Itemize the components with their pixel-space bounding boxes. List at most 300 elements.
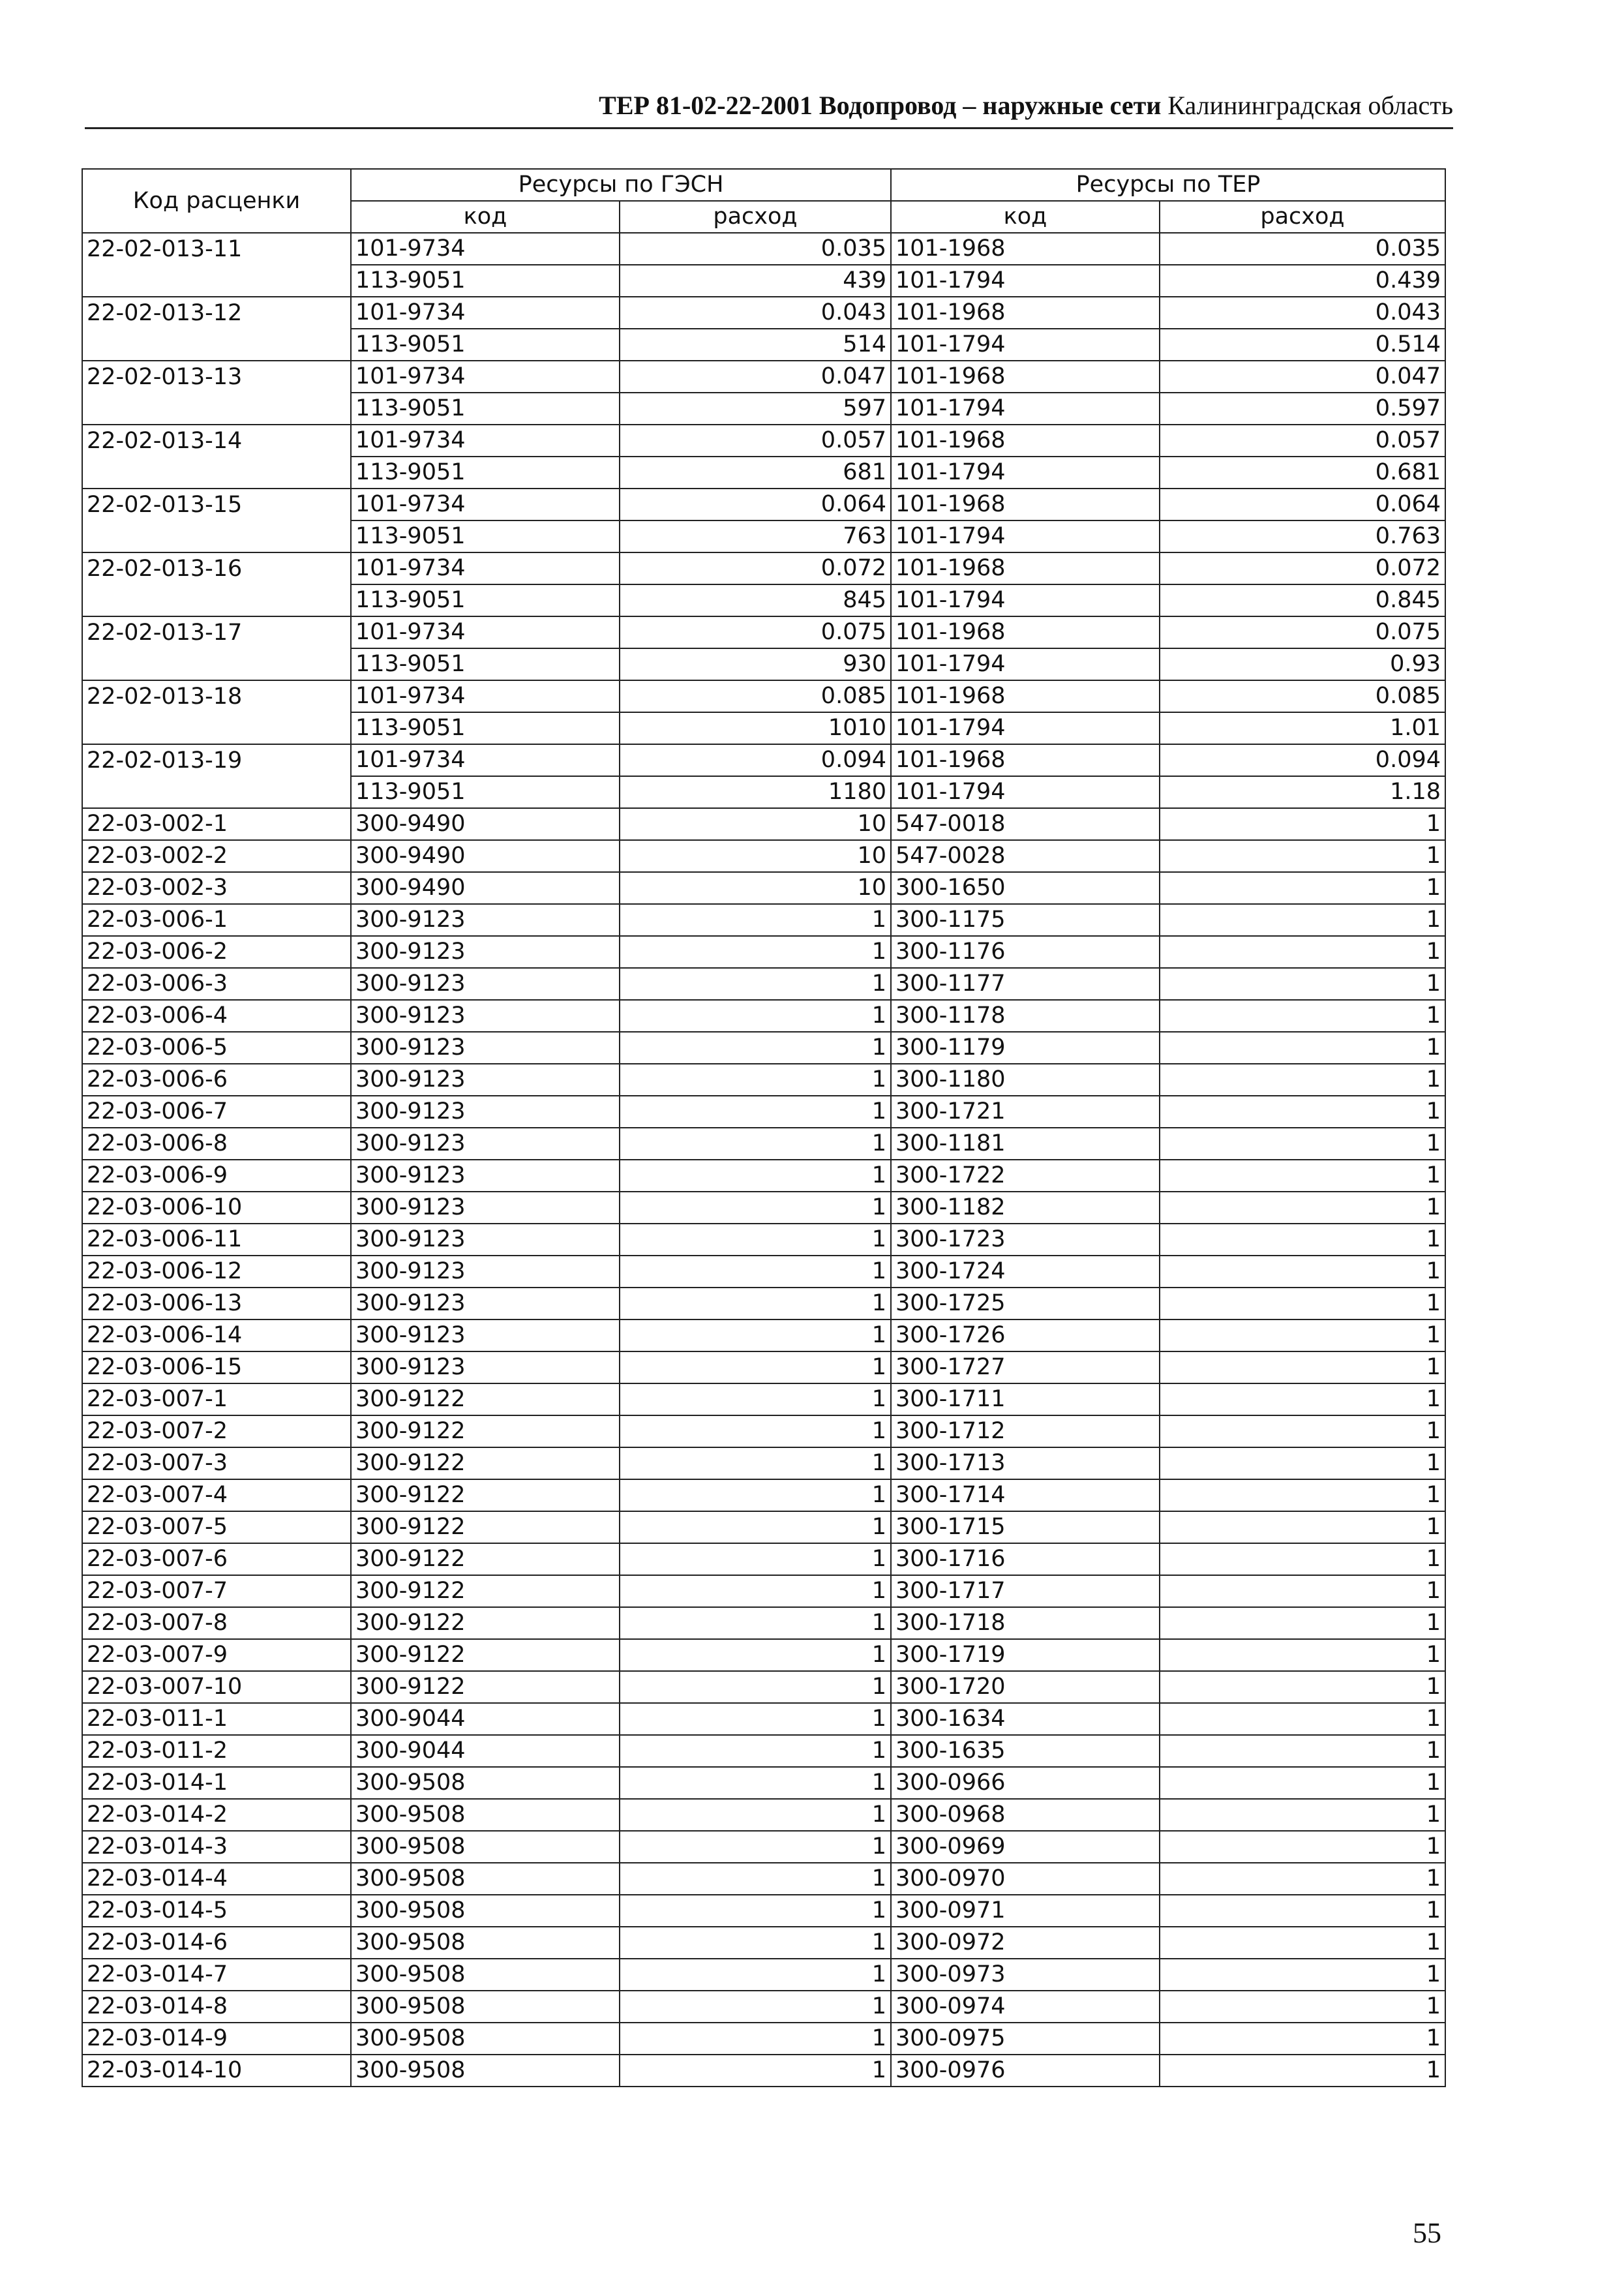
ter-code-cell: 101-1794: [891, 520, 1160, 552]
ter-amount-cell: 0.763: [1160, 520, 1445, 552]
ter-code-cell: 101-1794: [891, 776, 1160, 808]
ter-amount-cell: 1: [1160, 840, 1445, 872]
rate-code-cell: 22-03-014-2: [82, 1799, 351, 1831]
ter-code-cell: 300-1722: [891, 1160, 1160, 1192]
ter-code-cell: 300-1726: [891, 1319, 1160, 1351]
gesn-amount-cell: 845: [620, 584, 891, 616]
ter-amount-cell: 1: [1160, 2023, 1445, 2055]
ter-code-cell: 101-1794: [891, 393, 1160, 425]
table-row: [82, 1256, 1445, 1288]
rate-code-cell: [82, 776, 351, 808]
ter-amount-cell: 1: [1160, 1959, 1445, 1991]
ter-code-cell: 101-1968: [891, 616, 1160, 648]
gesn-code-cell: 300-9122: [351, 1575, 620, 1607]
rate-code-cell: 22-03-014-3: [82, 1831, 351, 1863]
ter-amount-cell: 1: [1160, 1128, 1445, 1160]
ter-code-cell: 101-1794: [891, 648, 1160, 680]
gesn-amount-cell: 1: [620, 1799, 891, 1831]
ter-code-cell: 300-1717: [891, 1575, 1160, 1607]
ter-amount-cell: 0.845: [1160, 584, 1445, 616]
table-row: [82, 233, 1445, 265]
gesn-code-cell: 300-9123: [351, 1160, 620, 1192]
rate-code-cell: 22-03-006-4: [82, 1000, 351, 1032]
table-row: [82, 552, 1445, 584]
ter-amount-cell: 1: [1160, 872, 1445, 904]
ter-code-cell: 300-1712: [891, 1415, 1160, 1447]
gesn-amount-cell: 1: [620, 1000, 891, 1032]
gesn-amount-cell: 1: [620, 1160, 891, 1192]
col-ter-amount-header: расход: [1160, 201, 1445, 233]
table-row: [82, 1895, 1445, 1927]
gesn-code-cell: 101-9734: [351, 489, 620, 520]
rate-code-cell: 22-03-007-4: [82, 1479, 351, 1511]
rate-code-cell: 22-03-014-7: [82, 1959, 351, 1991]
ter-amount-cell: 1: [1160, 808, 1445, 840]
gesn-amount-cell: 1: [620, 1735, 891, 1767]
gesn-amount-cell: 1: [620, 1224, 891, 1256]
rate-code-cell: 22-03-006-2: [82, 936, 351, 968]
gesn-code-cell: 113-9051: [351, 584, 620, 616]
ter-code-cell: 300-1719: [891, 1639, 1160, 1671]
gesn-amount-cell: 1: [620, 1256, 891, 1288]
gesn-code-cell: 300-9508: [351, 1863, 620, 1895]
gesn-amount-cell: 1180: [620, 776, 891, 808]
gesn-amount-cell: 1: [620, 1319, 891, 1351]
ter-code-cell: 101-1968: [891, 361, 1160, 393]
rate-code-cell: [82, 520, 351, 552]
gesn-code-cell: 300-9508: [351, 1799, 620, 1831]
table-row: [82, 1959, 1445, 1991]
gesn-code-cell: 300-9123: [351, 1096, 620, 1128]
table-head: [82, 169, 1445, 233]
gesn-amount-cell: 1: [620, 904, 891, 936]
ter-code-cell: 300-1718: [891, 1607, 1160, 1639]
gesn-amount-cell: 1: [620, 1351, 891, 1383]
ter-code-cell: 300-1716: [891, 1543, 1160, 1575]
gesn-amount-cell: 1: [620, 1543, 891, 1575]
table-row: [82, 808, 1445, 840]
gesn-code-cell: 101-9734: [351, 297, 620, 329]
gesn-amount-cell: 439: [620, 265, 891, 297]
rate-code-cell: 22-02-013-13: [82, 361, 351, 393]
rate-code-cell: 22-03-007-6: [82, 1543, 351, 1575]
ter-code-cell: 101-1794: [891, 712, 1160, 744]
gesn-code-cell: 300-9122: [351, 1607, 620, 1639]
table-row: [82, 1064, 1445, 1096]
gesn-code-cell: 101-9734: [351, 680, 620, 712]
ter-code-cell: 101-1968: [891, 297, 1160, 329]
ter-code-cell: 300-1711: [891, 1383, 1160, 1415]
table-row: [82, 616, 1445, 648]
rate-code-cell: 22-03-006-13: [82, 1288, 351, 1319]
col-ter-header: Ресурсы по ТЕР: [891, 169, 1445, 201]
table-row: [82, 1991, 1445, 2023]
gesn-code-cell: 300-9122: [351, 1415, 620, 1447]
rate-code-cell: 22-03-007-9: [82, 1639, 351, 1671]
gesn-code-cell: 300-9044: [351, 1735, 620, 1767]
gesn-amount-cell: 0.047: [620, 361, 891, 393]
ter-code-cell: 300-1177: [891, 968, 1160, 1000]
table-row: [82, 1351, 1445, 1383]
ter-code-cell: 300-1721: [891, 1096, 1160, 1128]
ter-amount-cell: 1.01: [1160, 712, 1445, 744]
gesn-amount-cell: 0.064: [620, 489, 891, 520]
table-row: [82, 904, 1445, 936]
ter-amount-cell: 1: [1160, 1575, 1445, 1607]
gesn-amount-cell: 1: [620, 1991, 891, 2023]
rate-code-cell: 22-02-013-16: [82, 552, 351, 584]
table-row: [82, 776, 1445, 808]
gesn-amount-cell: 1: [620, 1192, 891, 1224]
table-row: [82, 1447, 1445, 1479]
gesn-code-cell: 113-9051: [351, 265, 620, 297]
gesn-amount-cell: 1: [620, 2023, 891, 2055]
table-row: [82, 1479, 1445, 1511]
gesn-amount-cell: 1: [620, 1831, 891, 1863]
gesn-code-cell: 300-9490: [351, 840, 620, 872]
table-row: [82, 648, 1445, 680]
ter-code-cell: 300-0974: [891, 1991, 1160, 2023]
col-gesn-code-header: код: [351, 201, 620, 233]
gesn-code-cell: 300-9123: [351, 936, 620, 968]
ter-code-cell: 300-1713: [891, 1447, 1160, 1479]
rate-code-cell: 22-03-006-10: [82, 1192, 351, 1224]
ter-code-cell: 300-1714: [891, 1479, 1160, 1511]
ter-amount-cell: 0.93: [1160, 648, 1445, 680]
gesn-code-cell: 300-9123: [351, 1319, 620, 1351]
rate-code-cell: 22-02-013-11: [82, 233, 351, 265]
ter-amount-cell: 0.681: [1160, 457, 1445, 489]
rate-code-cell: 22-03-006-11: [82, 1224, 351, 1256]
ter-amount-cell: 1: [1160, 936, 1445, 968]
gesn-amount-cell: 1: [620, 1863, 891, 1895]
ter-amount-cell: 1: [1160, 1543, 1445, 1575]
ter-code-cell: 300-1181: [891, 1128, 1160, 1160]
ter-code-cell: 300-0968: [891, 1799, 1160, 1831]
rate-code-cell: 22-03-002-1: [82, 808, 351, 840]
ter-amount-cell: 0.514: [1160, 329, 1445, 361]
gesn-code-cell: 101-9734: [351, 552, 620, 584]
table-row: [82, 489, 1445, 520]
ter-amount-cell: 1: [1160, 2055, 1445, 2087]
gesn-code-cell: 300-9122: [351, 1671, 620, 1703]
ter-code-cell: 300-1725: [891, 1288, 1160, 1319]
gesn-code-cell: 300-9508: [351, 1959, 620, 1991]
ter-amount-cell: 1: [1160, 1735, 1445, 1767]
ter-code-cell: 300-0972: [891, 1927, 1160, 1959]
table-row: [82, 1128, 1445, 1160]
gesn-amount-cell: 1: [620, 1064, 891, 1096]
table-row: [82, 1735, 1445, 1767]
ter-code-cell: 300-1727: [891, 1351, 1160, 1383]
table-row: [82, 1639, 1445, 1671]
rate-code-cell: 22-03-014-10: [82, 2055, 351, 2087]
table-row: [82, 2023, 1445, 2055]
gesn-code-cell: 300-9122: [351, 1479, 620, 1511]
ter-amount-cell: 1: [1160, 1383, 1445, 1415]
ter-code-cell: 547-0028: [891, 840, 1160, 872]
rate-code-cell: 22-03-007-1: [82, 1383, 351, 1415]
table-row: [82, 680, 1445, 712]
table-row: [82, 584, 1445, 616]
ter-code-cell: 300-1715: [891, 1511, 1160, 1543]
table-row: [82, 425, 1445, 457]
rate-code-cell: 22-03-014-6: [82, 1927, 351, 1959]
rate-code-cell: 22-03-014-5: [82, 1895, 351, 1927]
ter-code-cell: 101-1968: [891, 552, 1160, 584]
ter-code-cell: 101-1794: [891, 457, 1160, 489]
rate-code-cell: 22-03-006-9: [82, 1160, 351, 1192]
gesn-amount-cell: 0.035: [620, 233, 891, 265]
rate-code-cell: 22-03-014-8: [82, 1991, 351, 2023]
table-body: [82, 233, 1445, 2087]
gesn-code-cell: 300-9123: [351, 1351, 620, 1383]
rate-code-cell: 22-02-013-18: [82, 680, 351, 712]
ter-amount-cell: 0.035: [1160, 233, 1445, 265]
table-row: [82, 265, 1445, 297]
rate-code-cell: [82, 584, 351, 616]
gesn-amount-cell: 10: [620, 808, 891, 840]
rate-code-cell: 22-03-007-2: [82, 1415, 351, 1447]
rate-code-cell: 22-03-002-3: [82, 872, 351, 904]
region-name: Калининградская область: [1167, 91, 1453, 120]
table-row: [82, 1160, 1445, 1192]
gesn-code-cell: 300-9508: [351, 2023, 620, 2055]
table-row: [82, 1767, 1445, 1799]
gesn-amount-cell: 1: [620, 2055, 891, 2087]
table-row: [82, 1288, 1445, 1319]
table-row: [82, 744, 1445, 776]
gesn-amount-cell: 1: [620, 1639, 891, 1671]
table-row: [82, 1831, 1445, 1863]
table-row: [82, 1863, 1445, 1895]
table-row: [82, 1032, 1445, 1064]
gesn-code-cell: 300-9508: [351, 1991, 620, 2023]
ter-code-cell: 300-1650: [891, 872, 1160, 904]
ter-amount-cell: 1: [1160, 1479, 1445, 1511]
ter-code-cell: 101-1794: [891, 265, 1160, 297]
page-header: [85, 90, 1453, 121]
ter-code-cell: 300-0970: [891, 1863, 1160, 1895]
ter-code-cell: 101-1968: [891, 744, 1160, 776]
gesn-amount-cell: 10: [620, 872, 891, 904]
gesn-code-cell: 113-9051: [351, 712, 620, 744]
gesn-code-cell: 300-9044: [351, 1703, 620, 1735]
gesn-code-cell: 300-9508: [351, 1767, 620, 1799]
ter-amount-cell: 1: [1160, 1447, 1445, 1479]
gesn-code-cell: 101-9734: [351, 361, 620, 393]
gesn-code-cell: 300-9122: [351, 1639, 620, 1671]
rate-code-cell: 22-02-013-14: [82, 425, 351, 457]
gesn-code-cell: 300-9122: [351, 1543, 620, 1575]
ter-amount-cell: 0.075: [1160, 616, 1445, 648]
ter-code-cell: 101-1968: [891, 489, 1160, 520]
ter-code-cell: 300-1723: [891, 1224, 1160, 1256]
table-row: [82, 520, 1445, 552]
table-row: [82, 1192, 1445, 1224]
gesn-amount-cell: 1: [620, 1767, 891, 1799]
ter-amount-cell: 0.439: [1160, 265, 1445, 297]
gesn-amount-cell: 930: [620, 648, 891, 680]
ter-code-cell: 300-1182: [891, 1192, 1160, 1224]
ter-amount-cell: 1: [1160, 1671, 1445, 1703]
gesn-code-cell: 300-9123: [351, 1000, 620, 1032]
gesn-amount-cell: 0.075: [620, 616, 891, 648]
rate-code-cell: 22-03-014-9: [82, 2023, 351, 2055]
ter-amount-cell: 1: [1160, 1927, 1445, 1959]
gesn-amount-cell: 1: [620, 1927, 891, 1959]
ter-code-cell: 300-1178: [891, 1000, 1160, 1032]
rate-code-cell: 22-03-006-3: [82, 968, 351, 1000]
gesn-code-cell: 300-9123: [351, 1032, 620, 1064]
gesn-code-cell: 101-9734: [351, 616, 620, 648]
gesn-amount-cell: 1: [620, 1703, 891, 1735]
rate-code-cell: 22-03-011-2: [82, 1735, 351, 1767]
ter-amount-cell: 0.094: [1160, 744, 1445, 776]
ter-amount-cell: 1: [1160, 1288, 1445, 1319]
table-row: [82, 1383, 1445, 1415]
ter-code-cell: 101-1968: [891, 425, 1160, 457]
rate-code-cell: [82, 712, 351, 744]
ter-amount-cell: 1: [1160, 1032, 1445, 1064]
table-row: [82, 968, 1445, 1000]
gesn-amount-cell: 681: [620, 457, 891, 489]
gesn-code-cell: 300-9122: [351, 1383, 620, 1415]
table-row: [82, 1319, 1445, 1351]
table-row: [82, 872, 1445, 904]
ter-amount-cell: 1: [1160, 1319, 1445, 1351]
ter-amount-cell: 0.047: [1160, 361, 1445, 393]
ter-code-cell: 300-1720: [891, 1671, 1160, 1703]
gesn-code-cell: 113-9051: [351, 648, 620, 680]
ter-code-cell: 101-1794: [891, 584, 1160, 616]
gesn-amount-cell: 1010: [620, 712, 891, 744]
document-code: ТЕР 81-02-22-2001 Водопровод – наружные сети: [599, 91, 1162, 120]
gesn-code-cell: 101-9734: [351, 233, 620, 265]
table-row: [82, 1224, 1445, 1256]
rate-code-cell: 22-03-011-1: [82, 1703, 351, 1735]
gesn-code-cell: 300-9122: [351, 1447, 620, 1479]
ter-code-cell: 300-0975: [891, 2023, 1160, 2055]
rate-code-cell: 22-03-006-14: [82, 1319, 351, 1351]
ter-code-cell: 300-0973: [891, 1959, 1160, 1991]
rate-code-cell: 22-03-007-7: [82, 1575, 351, 1607]
col-ter-code-header: код: [891, 201, 1160, 233]
ter-amount-cell: 0.072: [1160, 552, 1445, 584]
gesn-code-cell: 300-9123: [351, 904, 620, 936]
table-row: [82, 1000, 1445, 1032]
gesn-code-cell: 101-9734: [351, 744, 620, 776]
ter-code-cell: 547-0018: [891, 808, 1160, 840]
gesn-code-cell: 300-9508: [351, 1831, 620, 1863]
gesn-code-cell: 300-9490: [351, 872, 620, 904]
ter-amount-cell: 1: [1160, 1895, 1445, 1927]
ter-code-cell: 300-1724: [891, 1256, 1160, 1288]
ter-amount-cell: 1: [1160, 1991, 1445, 2023]
table-row: [82, 1415, 1445, 1447]
gesn-code-cell: 113-9051: [351, 329, 620, 361]
rate-code-cell: 22-03-006-7: [82, 1096, 351, 1128]
rate-code-cell: 22-03-006-1: [82, 904, 351, 936]
gesn-amount-cell: 1: [620, 1895, 891, 1927]
gesn-amount-cell: 1: [620, 1415, 891, 1447]
gesn-amount-cell: 0.057: [620, 425, 891, 457]
gesn-code-cell: 113-9051: [351, 520, 620, 552]
ter-amount-cell: 1: [1160, 1799, 1445, 1831]
ter-amount-cell: 0.597: [1160, 393, 1445, 425]
rate-code-cell: 22-03-006-5: [82, 1032, 351, 1064]
table-row: [82, 712, 1445, 744]
col-gesn-header: Ресурсы по ГЭСН: [351, 169, 891, 201]
ter-code-cell: 300-1635: [891, 1735, 1160, 1767]
gesn-amount-cell: 1: [620, 1479, 891, 1511]
gesn-amount-cell: 1: [620, 1671, 891, 1703]
table-row: [82, 1543, 1445, 1575]
rate-code-cell: 22-03-006-12: [82, 1256, 351, 1288]
rate-code-cell: 22-03-002-2: [82, 840, 351, 872]
gesn-code-cell: 300-9123: [351, 968, 620, 1000]
gesn-amount-cell: 763: [620, 520, 891, 552]
rate-code-cell: 22-03-006-15: [82, 1351, 351, 1383]
table-row: [82, 1703, 1445, 1735]
ter-code-cell: 101-1968: [891, 233, 1160, 265]
ter-amount-cell: 1: [1160, 1831, 1445, 1863]
rate-code-cell: 22-02-013-15: [82, 489, 351, 520]
gesn-code-cell: 300-9490: [351, 808, 620, 840]
table-row: [82, 329, 1445, 361]
gesn-code-cell: 113-9051: [351, 457, 620, 489]
rate-code-cell: 22-03-014-4: [82, 1863, 351, 1895]
ter-code-cell: 300-1175: [891, 904, 1160, 936]
rate-code-cell: 22-03-007-5: [82, 1511, 351, 1543]
ter-amount-cell: 1: [1160, 1224, 1445, 1256]
table-row: [82, 297, 1445, 329]
ter-amount-cell: 0.043: [1160, 297, 1445, 329]
rate-code-cell: [82, 329, 351, 361]
rate-code-cell: [82, 265, 351, 297]
resources-table: [82, 168, 1446, 2087]
table-row: [82, 361, 1445, 393]
gesn-amount-cell: 1: [620, 1511, 891, 1543]
gesn-code-cell: 300-9123: [351, 1288, 620, 1319]
gesn-code-cell: 300-9508: [351, 1895, 620, 1927]
rate-code-cell: 22-03-007-8: [82, 1607, 351, 1639]
ter-code-cell: 300-0966: [891, 1767, 1160, 1799]
gesn-amount-cell: 0.043: [620, 297, 891, 329]
page-number: 55: [1413, 2217, 1441, 2249]
col-rate-code-header: Код расценки: [82, 169, 351, 233]
gesn-amount-cell: 1: [620, 1383, 891, 1415]
ter-amount-cell: 1: [1160, 1351, 1445, 1383]
gesn-amount-cell: 0.072: [620, 552, 891, 584]
ter-code-cell: 300-1634: [891, 1703, 1160, 1735]
ter-amount-cell: 1: [1160, 1096, 1445, 1128]
gesn-code-cell: 300-9508: [351, 2055, 620, 2087]
gesn-amount-cell: 1: [620, 1447, 891, 1479]
ter-code-cell: 300-0976: [891, 2055, 1160, 2087]
gesn-amount-cell: 597: [620, 393, 891, 425]
gesn-code-cell: 101-9734: [351, 425, 620, 457]
ter-amount-cell: 1: [1160, 1863, 1445, 1895]
ter-code-cell: 300-0971: [891, 1895, 1160, 1927]
gesn-amount-cell: 1: [620, 1288, 891, 1319]
table-row: [82, 457, 1445, 489]
rate-code-cell: 22-03-006-8: [82, 1128, 351, 1160]
gesn-code-cell: 113-9051: [351, 393, 620, 425]
table-row: [82, 840, 1445, 872]
ter-amount-cell: 1: [1160, 1064, 1445, 1096]
gesn-code-cell: 300-9122: [351, 1511, 620, 1543]
